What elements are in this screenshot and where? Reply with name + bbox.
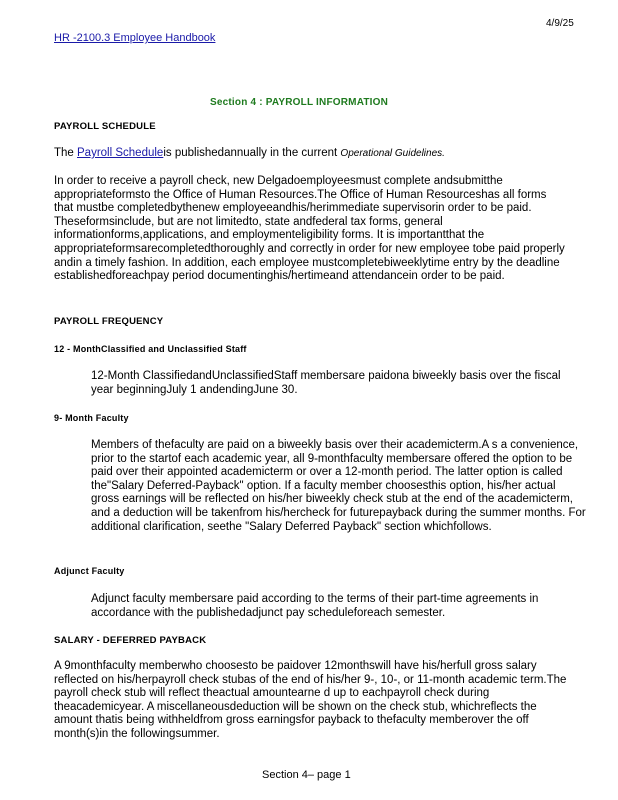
salary-deferred-body: A 9monthfaculty memberwho choosesto be paidover 12monthswill have his/herfull gross salary reflected on his/herpayroll check stubas of the end of his/her 9-, 10-, or 11-month academic term.The payroll check stub will reflect theactual amountearne d up to eachpayroll check during theacademicyear. A miscellaneousdeduction will be shown on the check stub, whichreflects the amount thatis being withheldfrom gross earningsfor payback to thefaculty memberover the off month(s)in the followingsummer.	[54, 660, 567, 740]
nine-month-faculty-body: Members of thefaculty are paid on a biweekly basis over their academicterm.A s a convenience, prior to the startof each academic year, all 9-monthfaculty membersare offered the option to be paid over their appointed academicterm or over a 12-month period. The latter option is called the"Salary Deferred-Payback" option. If a faculty member choosesthis option, his/her actual gross earnings will be reflected on his/her biweekly check stub at the end of the academicterm, and a deduction will be takenfrom his/hercheck for futurepayback during the summer months. For additional clarification, seethe "Salary Deferred Payback" section whichfollows.	[91, 439, 586, 533]
classified-staff-heading: 12 - MonthClassified and Unclassified Staff	[54, 344, 247, 354]
salary-deferred-heading: SALARY - DEFERRED PAYBACK	[54, 635, 207, 646]
intro-text-before: The	[54, 147, 78, 159]
payroll-schedule-intro	[54, 147, 574, 161]
payroll-schedule-body: In order to receive a payroll check, new Delgadoemployeesmust complete andsubmitthe appropriateformsto the Office of Human Resources.The Office of Human Resourceshas all forms that mustbe completedbythenew employeeandhis/herimmediate supervisorin order to be paid. Theseformsinclude, but are not limitedto, state andfederal tax forms, general informationforms,applications, and employmenteligibility forms. It is importantthat the appropriateformsarecompletedthoroughly and correctly in order for new employee tobe paid properly andin a timely fashion. In addition, each employee mustcompletebiweeklytime entry by the deadline establishedforeachpay period documentinghis/hertimeand attendancein order to be paid.	[54, 175, 565, 283]
document-date: 4/9/25	[546, 18, 574, 29]
nine-month-faculty-heading: 9- Month Faculty	[54, 413, 129, 423]
operational-guidelines-text: Operational Guidelines.	[340, 148, 445, 159]
payroll-frequency-heading: PAYROLL FREQUENCY	[54, 316, 164, 327]
payroll-schedule-link[interactable]: Payroll Schedule	[77, 147, 164, 159]
adjunct-faculty-body: Adjunct faculty membersare paid according to the terms of their part-time agreements in accordance with the publishedadjunct pay scheduleforeach semester.	[91, 593, 539, 619]
page-footer: Section 4– page 1	[262, 769, 351, 781]
intro-text-after: is publishedannually in the current	[163, 147, 341, 159]
adjunct-faculty-heading: Adjunct Faculty	[54, 566, 125, 576]
payroll-schedule-heading: PAYROLL SCHEDULE	[54, 121, 156, 132]
section-title: Section 4 : PAYROLL INFORMATION	[210, 97, 389, 108]
classified-staff-body: 12-Month ClassifiedandUnclassifiedStaff membersare paidona biweekly basis over the fiscal year beginningJuly 1 andendingJune 30.	[91, 370, 561, 396]
handbook-link[interactable]: HR -2100.3 Employee Handbook	[54, 32, 216, 44]
